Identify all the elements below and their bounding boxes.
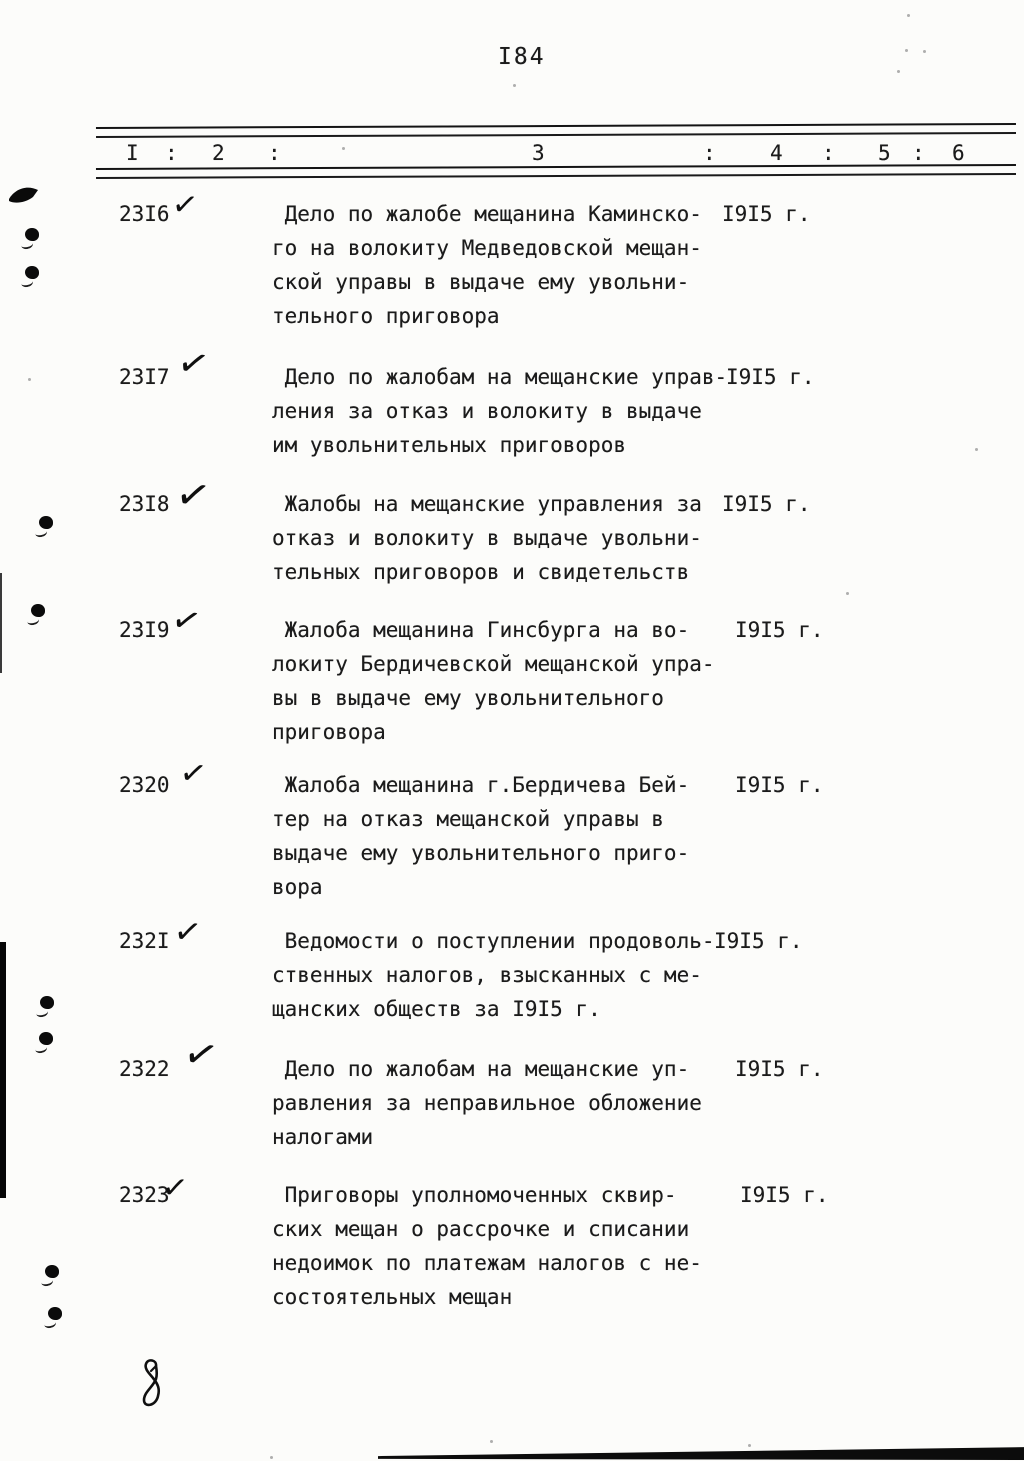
- description-line: выдаче ему увольнительного приго-: [272, 841, 690, 865]
- description-line: недоимок по платежам налогов с не-: [272, 1251, 702, 1275]
- description-line: Дело по жалобе мещанина Каминско-: [284, 202, 702, 226]
- entry-description: [272, 768, 689, 904]
- header-separator: :: [912, 141, 925, 165]
- header-column-3: 3: [532, 141, 545, 165]
- entry-year: I9I5 г.: [740, 1183, 829, 1207]
- description-line: го на волокиту Медведовской мещан-: [272, 236, 702, 260]
- entry-description: [272, 1178, 702, 1314]
- speck: [897, 70, 900, 73]
- entry-year: I9I5 г.: [735, 773, 824, 797]
- description-line: тельных приговоров и свидетельств: [272, 560, 690, 584]
- entry-description: [272, 1052, 702, 1154]
- page-number: I84: [498, 44, 546, 70]
- entry-number: 23I7: [119, 365, 170, 389]
- speck: [907, 14, 910, 17]
- description-line: Дело по жалобам на мещанские управ-: [284, 365, 728, 389]
- description-line: тер на отказ мещанской управы в: [272, 807, 664, 831]
- description-line: налогами: [272, 1125, 374, 1149]
- header-column-5: 5: [878, 141, 891, 165]
- header-separator: :: [822, 141, 835, 165]
- speck: [513, 84, 516, 87]
- speck: [846, 592, 849, 595]
- description-line: вора: [272, 875, 323, 899]
- ink-blot: [48, 1307, 62, 1320]
- entry-year: I9I5 г.: [722, 492, 811, 516]
- speck: [923, 50, 926, 53]
- ink-blot: [25, 228, 39, 241]
- speck: [270, 1456, 273, 1459]
- ink-blot: [39, 516, 53, 529]
- speck: [748, 1444, 751, 1447]
- description-line: тельного приговора: [272, 304, 500, 328]
- checkmark-icon: ✓: [178, 1028, 223, 1082]
- checkmark-icon: ✓: [173, 338, 214, 389]
- speck: [28, 378, 31, 381]
- description-line: приговора: [272, 720, 386, 744]
- entry-year: I9I5 г.: [722, 202, 811, 226]
- checkmark-icon: ✓: [176, 751, 210, 795]
- header-separator: :: [268, 141, 281, 165]
- entry-year: I9I5 г.: [714, 929, 803, 953]
- entry-description: [272, 487, 702, 589]
- description-line: щанских обществ за I9I5 г.: [272, 997, 601, 1021]
- description-line: равления за неправильное обложение: [272, 1091, 702, 1115]
- description-line: Жалоба мещанина г.Бердичева Бей-: [284, 773, 690, 797]
- speck: [490, 1440, 493, 1443]
- entry-number: 232I: [119, 929, 170, 953]
- entry-year: I9I5 г.: [735, 1057, 824, 1081]
- checkmark-icon: ✓: [171, 467, 215, 523]
- entry-number: 23I6: [119, 202, 170, 226]
- description-line: отказ и волокиту в выдаче увольни-: [272, 526, 702, 550]
- checkmark-icon: ✓: [167, 597, 206, 645]
- speck: [975, 448, 978, 451]
- header-column-2: 2: [212, 141, 225, 165]
- checkmark-icon: ✓: [171, 910, 205, 953]
- description-line: ственных налогов, взысканных с ме-: [272, 963, 702, 987]
- header-column-6: 6: [952, 141, 965, 165]
- description-line: состоятельных мещан: [272, 1285, 513, 1309]
- entry-year: I9I5 г.: [735, 618, 824, 642]
- description-line: вы в выдаче ему увольнительного: [272, 686, 664, 710]
- description-line: локиту Бердичевской мещанской упра-: [272, 652, 715, 676]
- header-separator: :: [165, 141, 178, 165]
- description-line: Жалобы на мещанские управления за: [284, 492, 702, 516]
- description-line: Ведомости о поступлении продоволь-: [284, 929, 715, 953]
- ink-blot: [39, 1032, 53, 1045]
- page-edge-shadow: [0, 573, 2, 673]
- entry-description: [272, 924, 715, 1026]
- ink-blot: [45, 1265, 59, 1278]
- entry-number: 23I8: [119, 492, 170, 516]
- ink-blot: [40, 996, 54, 1009]
- header-separator: :: [703, 141, 716, 165]
- description-line: Дело по жалобам на мещанские уп-: [284, 1057, 690, 1081]
- description-line: ской управы в выдаче ему увольни-: [272, 270, 690, 294]
- header-column-I: I: [126, 141, 139, 165]
- description-line: Приговоры уполномоченных сквир-: [284, 1183, 677, 1207]
- description-line: ления за отказ и волокиту в выдаче: [272, 399, 702, 423]
- page-edge-shadow: [0, 942, 6, 1198]
- checkmark-icon: ✓: [169, 185, 201, 225]
- description-line: ских мещан о рассрочке и списании: [272, 1217, 690, 1241]
- checkmark-icon: ✓: [159, 1168, 191, 1208]
- ink-blot: [25, 266, 39, 279]
- entry-number: 2320: [119, 773, 170, 797]
- entry-description: [272, 613, 715, 749]
- ink-blot: [31, 604, 45, 617]
- header-column-4: 4: [770, 141, 783, 165]
- entry-description: [272, 197, 702, 333]
- speck: [905, 49, 908, 52]
- entry-number: 2322: [119, 1057, 170, 1081]
- speck: [342, 147, 345, 150]
- entry-number: 2323: [119, 1183, 170, 1207]
- entry-number: 23I9: [119, 618, 170, 642]
- description-line: Жалоба мещанина Гинсбурга на во-: [284, 618, 690, 642]
- handwritten-numeral-8: [141, 1358, 167, 1418]
- description-line: им увольнительных приговоров: [272, 433, 627, 457]
- arrow-blot-icon: [8, 184, 42, 208]
- entry-year: I9I5 г.: [726, 365, 815, 389]
- entry-description: [272, 360, 727, 462]
